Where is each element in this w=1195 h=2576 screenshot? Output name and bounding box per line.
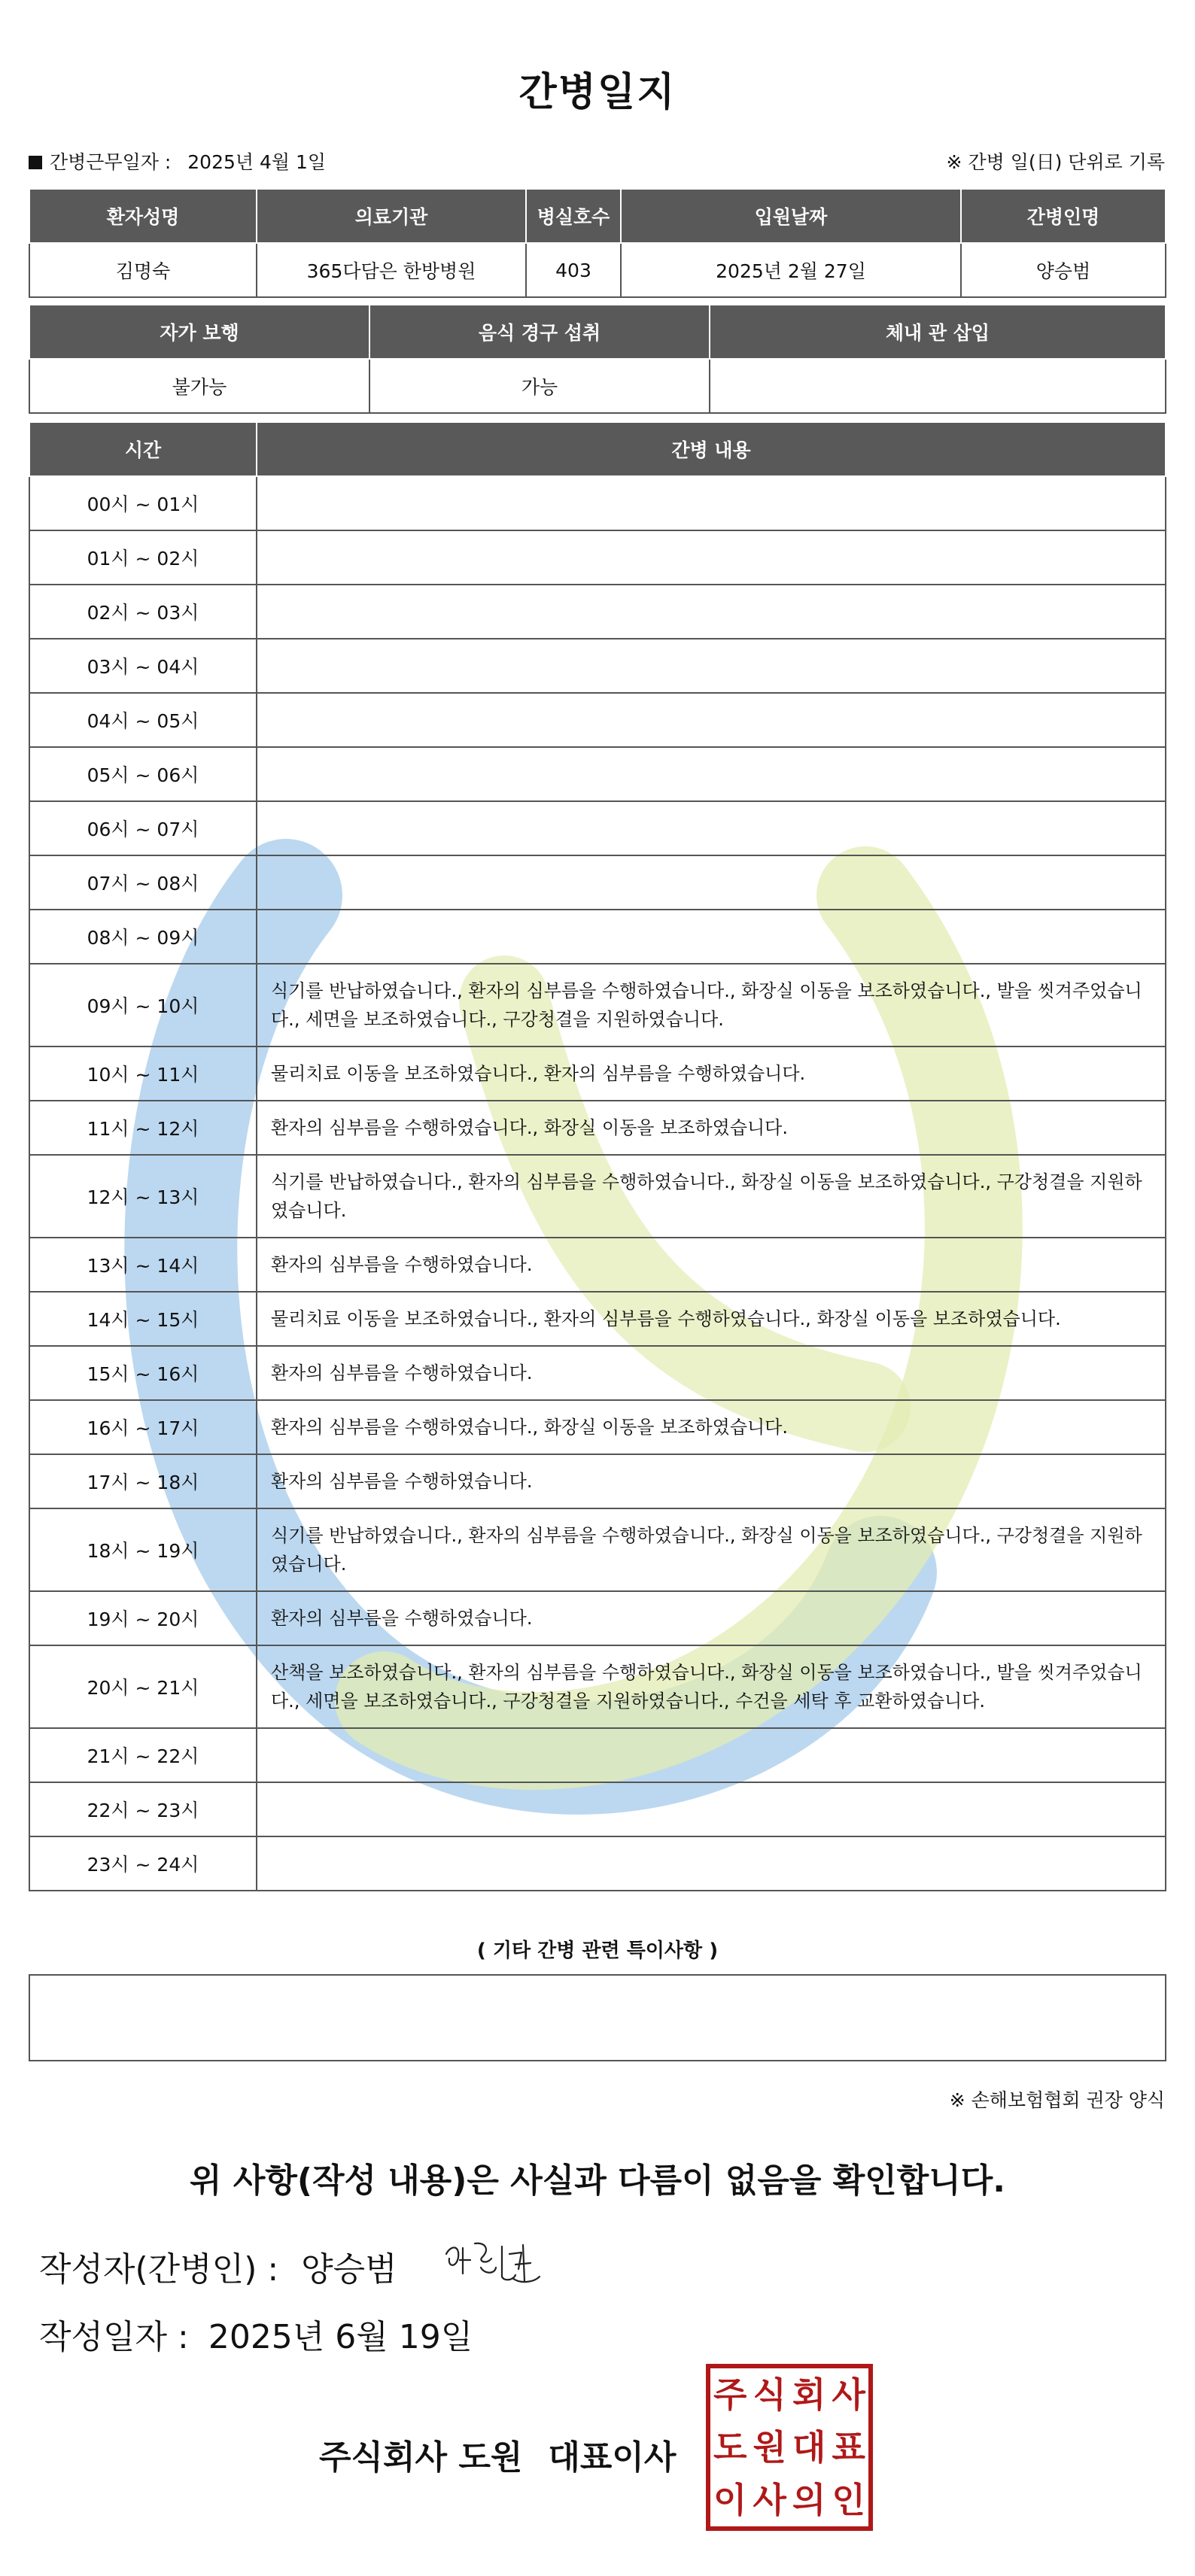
header-care-content: 간병 내용 xyxy=(257,422,1166,476)
caregiver-name: 양승범 xyxy=(961,243,1166,297)
care-content-cell xyxy=(257,476,1166,530)
care-content-cell: 환자의 심부름을 수행하였습니다. xyxy=(257,1346,1166,1400)
table-row xyxy=(29,1238,1166,1292)
time-cell: 13시 ~ 14시 xyxy=(29,1238,257,1292)
patient-status-table xyxy=(29,304,1166,414)
care-content-cell: 환자의 심부름을 수행하였습니다. xyxy=(257,1454,1166,1508)
patient-name: 김명숙 xyxy=(29,243,257,297)
seal-char: 주 xyxy=(713,2374,747,2415)
time-cell: 10시 ~ 11시 xyxy=(29,1046,257,1101)
table-row xyxy=(29,1101,1166,1155)
table-row xyxy=(29,1346,1166,1400)
care-content-cell xyxy=(257,1728,1166,1782)
status-value-row xyxy=(29,359,1166,413)
admission-date: 2025년 2월 27일 xyxy=(621,243,961,297)
time-cell: 15시 ~ 16시 xyxy=(29,1346,257,1400)
care-content-cell xyxy=(257,639,1166,693)
seal-char: 표 xyxy=(832,2427,865,2468)
care-content-cell xyxy=(257,855,1166,910)
writer-name: 양승범 xyxy=(301,2250,397,2289)
written-date-value: 2025년 6월 19일 xyxy=(208,2318,473,2356)
self-walking-value: 불가능 xyxy=(29,359,369,413)
work-date-label: 간병근무일자 : xyxy=(50,151,172,173)
table-row xyxy=(29,1728,1166,1782)
time-cell: 23시 ~ 24시 xyxy=(29,1836,257,1891)
header-oral-intake: 음식 경구 섭취 xyxy=(369,305,710,359)
company-seal-stamp xyxy=(706,2364,873,2531)
seal-char: 대 xyxy=(792,2427,826,2468)
writer-label: 작성자(간병인) : xyxy=(39,2250,279,2289)
time-cell: 07시 ~ 08시 xyxy=(29,855,257,910)
table-row xyxy=(29,801,1166,855)
recommend-note: ※ 손해보험협회 권장 양식 xyxy=(949,2089,1165,2111)
seal-char: 이 xyxy=(713,2480,747,2520)
time-cell: 19시 ~ 20시 xyxy=(29,1591,257,1645)
table-row xyxy=(29,1046,1166,1101)
table-row xyxy=(29,1400,1166,1454)
writer-line xyxy=(39,2242,397,2290)
time-cell: 18시 ~ 19시 xyxy=(29,1508,257,1591)
care-content-cell: 식기를 반납하였습니다., 환자의 심부름을 수행하였습니다., 화장실 이동을 보조하였습니다., 구강청결을 지원하였습니다. xyxy=(257,1155,1166,1238)
time-cell: 20시 ~ 21시 xyxy=(29,1645,257,1728)
header-time: 시간 xyxy=(29,422,257,476)
care-content-cell: 환자의 심부름을 수행하였습니다., 화장실 이동을 보조하였습니다. xyxy=(257,1101,1166,1155)
seal-char: 사 xyxy=(753,2480,786,2520)
care-content-cell: 식기를 반납하였습니다., 환자의 심부름을 수행하였습니다., 화장실 이동을 보조하였습니다., 구강청결을 지원하였습니다. xyxy=(257,1508,1166,1591)
care-content-cell xyxy=(257,747,1166,801)
seal-char: 원 xyxy=(753,2427,786,2468)
table-row xyxy=(29,1591,1166,1645)
table-row xyxy=(29,1836,1166,1891)
table-row xyxy=(29,476,1166,530)
time-cell: 21시 ~ 22시 xyxy=(29,1728,257,1782)
table-row xyxy=(29,910,1166,964)
time-cell: 05시 ~ 06시 xyxy=(29,747,257,801)
table-row xyxy=(29,530,1166,585)
care-content-cell xyxy=(257,910,1166,964)
square-bullet-icon xyxy=(29,156,42,169)
written-date-label: 작성일자 : xyxy=(39,2318,189,2356)
time-cell: 09시 ~ 10시 xyxy=(29,964,257,1046)
time-cell: 01시 ~ 02시 xyxy=(29,530,257,585)
care-content-cell xyxy=(257,693,1166,747)
care-content-cell: 환자의 심부름을 수행하였습니다. xyxy=(257,1238,1166,1292)
table-row xyxy=(29,1155,1166,1238)
time-cell: 22시 ~ 23시 xyxy=(29,1782,257,1836)
seal-char: 회 xyxy=(792,2374,826,2415)
time-cell: 06시 ~ 07시 xyxy=(29,801,257,855)
meta-row xyxy=(29,147,1165,178)
header-patient-name: 환자성명 xyxy=(29,189,257,243)
company-line xyxy=(319,2430,676,2478)
table-row xyxy=(29,855,1166,910)
table-row xyxy=(29,1782,1166,1836)
care-content-cell: 물리치료 이동을 보조하였습니다., 환자의 심부름을 수행하였습니다., 화장실 이동을 보조하였습니다. xyxy=(257,1292,1166,1346)
patient-info-value-row xyxy=(29,243,1166,297)
care-content-cell: 물리치료 이동을 보조하였습니다., 환자의 심부름을 수행하였습니다. xyxy=(257,1046,1166,1101)
time-cell: 03시 ~ 04시 xyxy=(29,639,257,693)
seal-char: 인 xyxy=(832,2480,865,2520)
table-row xyxy=(29,639,1166,693)
table-row xyxy=(29,585,1166,639)
header-admission-date: 입원날짜 xyxy=(621,189,961,243)
oral-intake-value: 가능 xyxy=(369,359,710,413)
patient-info-header-row xyxy=(29,189,1166,243)
table-row xyxy=(29,747,1166,801)
tube-insertion-value xyxy=(710,359,1166,413)
patient-info-table xyxy=(29,188,1166,298)
seal-char: 식 xyxy=(753,2374,786,2415)
status-header-row xyxy=(29,305,1166,359)
header-tube-insertion: 체내 관 삽입 xyxy=(710,305,1166,359)
care-content-cell xyxy=(257,801,1166,855)
table-row xyxy=(29,1645,1166,1728)
document-title: 간병일지 xyxy=(518,70,677,115)
seal-char: 의 xyxy=(792,2480,826,2520)
time-cell: 00시 ~ 01시 xyxy=(29,476,257,530)
work-date-value: 2025년 4월 1일 xyxy=(187,151,327,173)
representative-title: 대표이사 xyxy=(548,2438,677,2477)
care-content-cell: 환자의 심부름을 수행하였습니다., 화장실 이동을 보조하였습니다. xyxy=(257,1400,1166,1454)
written-date-line xyxy=(39,2310,473,2358)
header-room: 병실호수 xyxy=(526,189,621,243)
time-cell: 02시 ~ 03시 xyxy=(29,585,257,639)
remarks-box xyxy=(29,1974,1166,2061)
handwritten-signature xyxy=(440,2231,553,2292)
company-name: 주식회사 도원 xyxy=(319,2438,523,2477)
care-log-header-row xyxy=(29,422,1166,476)
unit-note: ※ 간병 일(日) 단위로 기록 xyxy=(946,151,1165,173)
time-cell: 08시 ~ 09시 xyxy=(29,910,257,964)
table-row xyxy=(29,693,1166,747)
care-content-cell: 환자의 심부름을 수행하였습니다. xyxy=(257,1591,1166,1645)
care-content-cell xyxy=(257,1836,1166,1891)
seal-char: 사 xyxy=(832,2374,865,2415)
header-caregiver: 간병인명 xyxy=(961,189,1166,243)
table-row xyxy=(29,1454,1166,1508)
work-date xyxy=(29,147,326,175)
header-self-walking: 자가 보행 xyxy=(29,305,369,359)
care-content-cell: 산책을 보조하였습니다., 환자의 심부름을 수행하였습니다., 화장실 이동을 보조하였습니다., 발을 씻겨주었습니다., 세면을 보조하였습니다., 구강청결을 지원하였습니다., 수건을 세탁 후 교환하였습니다. xyxy=(257,1645,1166,1728)
time-cell: 17시 ~ 18시 xyxy=(29,1454,257,1508)
time-cell: 04시 ~ 05시 xyxy=(29,693,257,747)
time-cell: 11시 ~ 12시 xyxy=(29,1101,257,1155)
care-content-cell: 식기를 반납하였습니다., 환자의 심부름을 수행하였습니다., 화장실 이동을 보조하였습니다., 발을 씻겨주었습니다., 세면을 보조하였습니다., 구강청결을 지원하였습니다. xyxy=(257,964,1166,1046)
hospital-name: 365다담은 한방병원 xyxy=(257,243,526,297)
care-content-cell xyxy=(257,585,1166,639)
time-cell: 12시 ~ 13시 xyxy=(29,1155,257,1238)
table-row xyxy=(29,1508,1166,1591)
time-cell: 16시 ~ 17시 xyxy=(29,1400,257,1454)
table-row xyxy=(29,964,1166,1046)
room-number: 403 xyxy=(526,243,621,297)
time-cell: 14시 ~ 15시 xyxy=(29,1292,257,1346)
seal-char: 도 xyxy=(713,2427,747,2468)
care-content-cell xyxy=(257,530,1166,585)
remarks-title: ( 기타 간병 관련 특이사항 ) xyxy=(476,1940,719,1962)
care-log-table xyxy=(29,421,1166,1891)
header-hospital: 의료기관 xyxy=(257,189,526,243)
care-content-cell xyxy=(257,1782,1166,1836)
table-row xyxy=(29,1292,1166,1346)
confirmation-statement: 위 사항(작성 내용)은 사실과 다름이 없음을 확인합니다. xyxy=(190,2161,1005,2200)
